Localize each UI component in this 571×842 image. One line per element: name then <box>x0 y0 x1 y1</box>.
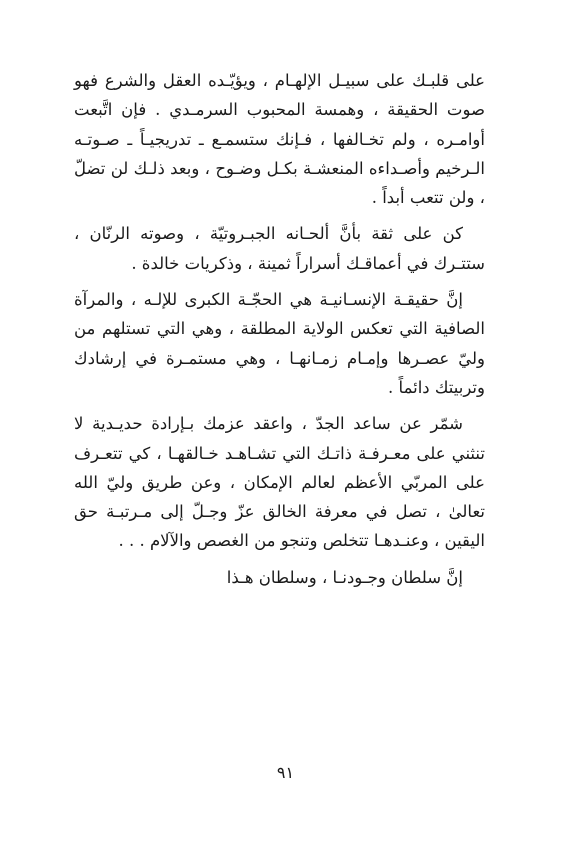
page-number: ٩١ <box>276 763 295 782</box>
paragraph-3: إنَّ حقيقـة الإنسـانيـة هي الحجّـة الكبرى للإلـه ، والمرآة الصافية التي تعكس الولاية المطلقة ، وهي التي تستلهم من وليّ عصـرها وإمـام زمـانهـا ، وهي مستمـرة في إرشادك وتربيتك دائماً . <box>74 290 485 397</box>
paragraph-1: على قلبـك على سبيـل الإلهـام ، ويؤيّـده العقل والشرع فهو صوت الحقيقة ، وهمسة المحبوب السرمـدي . فإن اتَّبعت أوامـره ، ولم تخـالفها ، فـإنك ستسمـع ـ تدريجيـاً ـ صـوتـه الـرخيم وأصـداءه المنعشـة بكـل وضـوح ، وبعد ذلـك لن تضلّ ، ولن تتعب أبداً . <box>74 71 485 208</box>
paragraph-5: إنَّ سلطان وجـودنـا ، وسلطان هـذا <box>226 567 463 587</box>
paragraph-2: كن على ثقة بأنَّ ألحـانه الجبـروتيّة ، وصوته الرنّان ، ستتـرك في أعماقـك أسراراً ثمينة ، وذكريات خالدة . <box>74 224 485 273</box>
body-text <box>74 66 485 599</box>
paragraph-4: شمّر عن ساعد الجدّ ، واعقد عزمك بـإرادة حديـدية لا تنثني على معـرفـة ذاتـك التي تشـاهـد خـالقهـا ، كي تتعـرف على المربّي الأعظم لعالم الإمكان ، وعن طريق وليّ الله تعالىٰ ، تصل في معرفة الخالق عزّ وجـلّ إلى مـرتبـة حق اليقين ، وعنـدهـا تتخلص وتنجو من الغصص والآلام . . . <box>74 414 485 551</box>
